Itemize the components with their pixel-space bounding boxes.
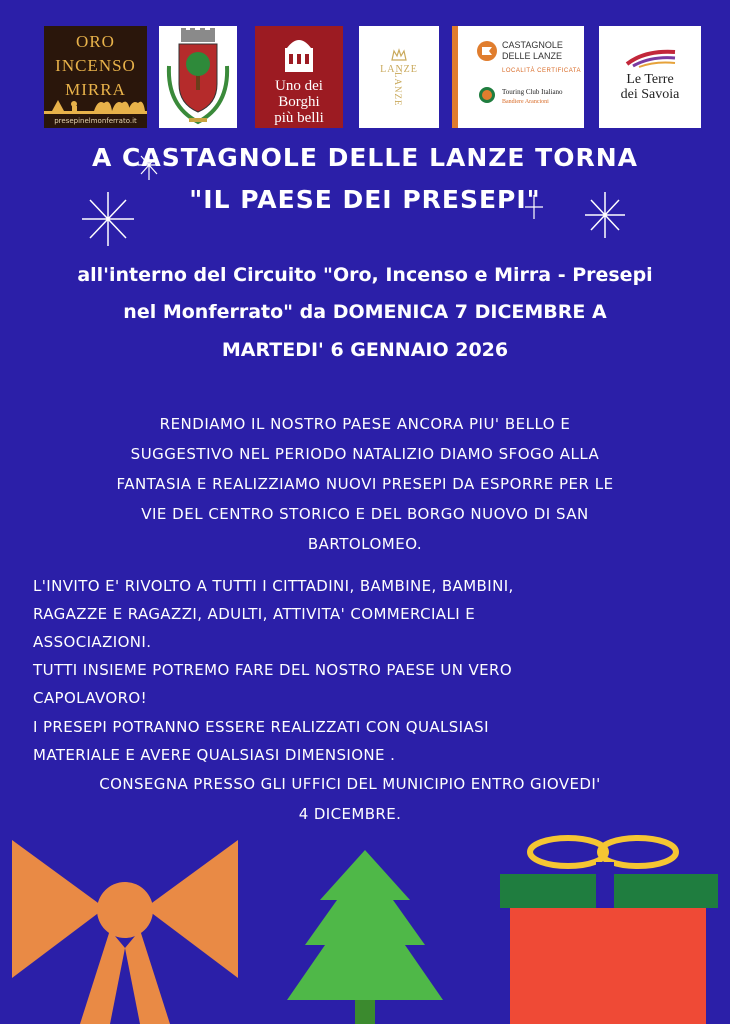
details-line: ASSOCIAZIONI. [33, 633, 152, 651]
details-line: TUTTI INSIEME POTREMO FARE DEL NOSTRO PAESE UN VERO [33, 661, 513, 679]
details-line: L'INVITO E' RIVOLTO A TUTTI I CITTADINI, BAMBINE, BAMBINI, [33, 577, 514, 595]
borghi-line2: Borghi [278, 94, 320, 110]
christmas-tree-icon [285, 850, 445, 1024]
delivery-line: CONSEGNA PRESSO GLI UFFICI DEL MUNICIPIO ENTRO GIOVEDI' [99, 775, 601, 793]
borghi-line3: più belli [274, 110, 324, 126]
orange-flag-icon [476, 40, 498, 62]
touring-club-icon [478, 86, 496, 104]
tower-icon [279, 30, 319, 74]
logo-oro-text: ORO [76, 32, 115, 51]
terre-dei-savoia-logo [599, 26, 701, 128]
borghi-text [255, 78, 343, 126]
castagnole-line2: DELLE LANZE [502, 51, 563, 61]
savoia-swoosh-icon [625, 48, 677, 68]
subtitle-line3: MARTEDI' 6 GENNAIO 2026 [221, 339, 509, 361]
lanze-vertical-text: LANZE [393, 72, 403, 107]
main-title-line1: A CASTAGNOLE DELLE LANZE TORNA [91, 143, 639, 172]
main-title-line2: "IL PAESE DEI PRESEPI" [189, 185, 541, 214]
castagnole-line1: CASTAGNOLE [502, 40, 563, 50]
bandiere-arancioni-text: Bandiere Arancioni [502, 99, 549, 105]
intro-line: VIE DEL CENTRO STORICO E DEL BORGO NUOVO DI SAN [141, 505, 589, 523]
castagnole-name [502, 40, 563, 62]
details-line: I PRESEPI POTRANNO ESSERE REALIZZATI CON QUALSIASI [33, 718, 489, 736]
logo-incenso-text: INCENSO [55, 56, 136, 75]
logo-mirra-text: MIRRA [65, 80, 126, 99]
savoia-line1: Le Terre [626, 72, 674, 87]
gift-box-icon [498, 832, 720, 1024]
touring-club-text: Touring Club Italiano [502, 88, 563, 96]
municipal-coat-of-arms-icon [159, 26, 237, 128]
borghi-piu-belli-logo [255, 26, 343, 128]
lanze-logo [359, 26, 439, 128]
intro-line: RENDIAMO IL NOSTRO PAESE ANCORA PIU' BELLO E [159, 415, 571, 433]
bow-icon [10, 838, 240, 1024]
oro-incenso-mirra-logo [44, 26, 147, 128]
crown-icon [391, 48, 407, 62]
details-line: CAPOLAVORO! [33, 689, 148, 707]
savoia-line2: dei Savoia [620, 87, 680, 102]
subtitle-line1: all'interno del Circuito "Oro, Incenso e Mirra - Presepi [77, 264, 653, 286]
intro-line: SUGGESTIVO NEL PERIODO NATALIZIO DIAMO SFOGO ALLA [130, 445, 600, 463]
certified-text: LOCALITÀ CERTIFICATA [502, 68, 582, 74]
details-line: RAGAZZE E RAGAZZI, ADULTI, ATTIVITA' COMMERCIALI E [33, 605, 476, 623]
lanze-horizontal-text: LANZE [380, 64, 418, 75]
intro-line: FANTASIA E REALIZZIAMO NUOVI PRESEPI DA ESPORRE PER LE [116, 475, 614, 493]
savoia-text [599, 72, 701, 102]
logo-url-text: presepinelmonferrato.it [54, 117, 137, 125]
borghi-line1: Uno dei [275, 78, 323, 94]
nativity-silhouette-icon [44, 90, 147, 114]
logo-bar [0, 0, 730, 140]
castagnole-certificata-logo [452, 26, 584, 128]
intro-line: BARTOLOMEO. [307, 535, 423, 553]
details-line: MATERIALE E AVERE QUALSIASI DIMENSIONE . [33, 746, 396, 764]
subtitle-line2: nel Monferrato" da DOMENICA 7 DICEMBRE A [123, 301, 607, 323]
delivery-line: 4 DICEMBRE. [298, 805, 402, 823]
